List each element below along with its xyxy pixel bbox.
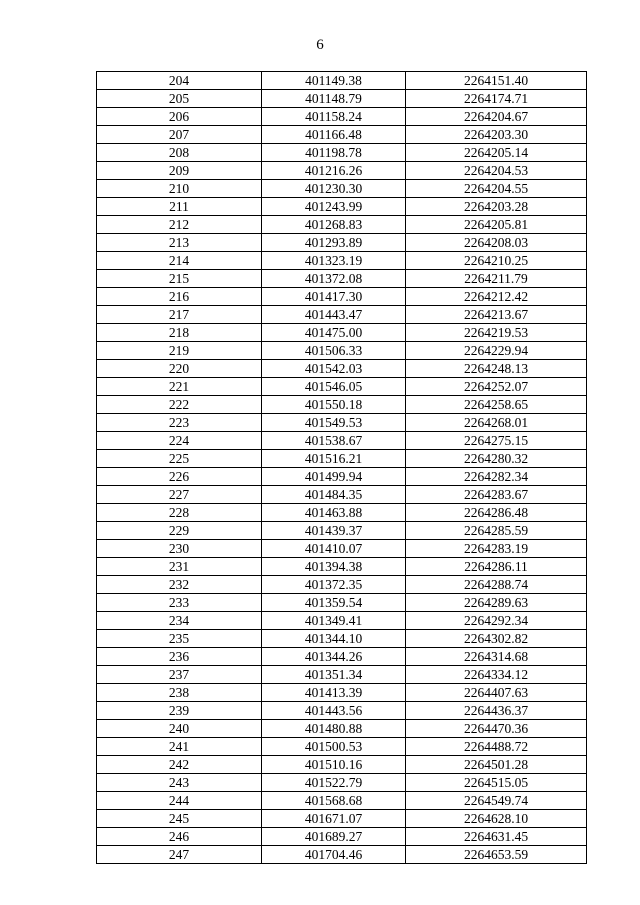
x-coordinate-cell: 401568.68 <box>262 792 406 810</box>
point-number-cell: 236 <box>97 648 262 666</box>
point-number-cell: 223 <box>97 414 262 432</box>
x-coordinate-cell: 401268.83 <box>262 216 406 234</box>
y-coordinate-cell: 2264203.30 <box>406 126 587 144</box>
point-number-cell: 234 <box>97 612 262 630</box>
y-coordinate-cell: 2264258.65 <box>406 396 587 414</box>
table-row <box>97 234 587 252</box>
y-coordinate-cell: 2264203.28 <box>406 198 587 216</box>
y-coordinate-cell: 2264289.63 <box>406 594 587 612</box>
point-number-cell: 225 <box>97 450 262 468</box>
x-coordinate-cell: 401549.53 <box>262 414 406 432</box>
x-coordinate-cell: 401216.26 <box>262 162 406 180</box>
point-number-cell: 222 <box>97 396 262 414</box>
x-coordinate-cell: 401417.30 <box>262 288 406 306</box>
point-number-cell: 211 <box>97 198 262 216</box>
point-number-cell: 229 <box>97 522 262 540</box>
table-row <box>97 396 587 414</box>
x-coordinate-cell: 401671.07 <box>262 810 406 828</box>
y-coordinate-cell: 2264631.45 <box>406 828 587 846</box>
table-row <box>97 414 587 432</box>
x-coordinate-cell: 401372.35 <box>262 576 406 594</box>
x-coordinate-cell: 401230.30 <box>262 180 406 198</box>
table-row <box>97 666 587 684</box>
point-number-cell: 246 <box>97 828 262 846</box>
point-number-cell: 231 <box>97 558 262 576</box>
point-number-cell: 219 <box>97 342 262 360</box>
point-number-cell: 235 <box>97 630 262 648</box>
x-coordinate-cell: 401522.79 <box>262 774 406 792</box>
y-coordinate-cell: 2264488.72 <box>406 738 587 756</box>
y-coordinate-cell: 2264501.28 <box>406 756 587 774</box>
coordinates-table-body <box>97 72 587 864</box>
point-number-cell: 224 <box>97 432 262 450</box>
y-coordinate-cell: 2264286.11 <box>406 558 587 576</box>
x-coordinate-cell: 401344.26 <box>262 648 406 666</box>
point-number-cell: 245 <box>97 810 262 828</box>
table-row <box>97 756 587 774</box>
point-number-cell: 214 <box>97 252 262 270</box>
table-row <box>97 126 587 144</box>
point-number-cell: 226 <box>97 468 262 486</box>
point-number-cell: 232 <box>97 576 262 594</box>
table-row <box>97 558 587 576</box>
y-coordinate-cell: 2264208.03 <box>406 234 587 252</box>
x-coordinate-cell: 401394.38 <box>262 558 406 576</box>
x-coordinate-cell: 401293.89 <box>262 234 406 252</box>
x-coordinate-cell: 401413.39 <box>262 684 406 702</box>
table-row <box>97 792 587 810</box>
point-number-cell: 216 <box>97 288 262 306</box>
x-coordinate-cell: 401323.19 <box>262 252 406 270</box>
point-number-cell: 243 <box>97 774 262 792</box>
table-row <box>97 180 587 198</box>
x-coordinate-cell: 401500.53 <box>262 738 406 756</box>
point-number-cell: 247 <box>97 846 262 864</box>
y-coordinate-cell: 2264205.14 <box>406 144 587 162</box>
point-number-cell: 208 <box>97 144 262 162</box>
table-row <box>97 486 587 504</box>
x-coordinate-cell: 401351.34 <box>262 666 406 684</box>
y-coordinate-cell: 2264288.74 <box>406 576 587 594</box>
y-coordinate-cell: 2264219.53 <box>406 324 587 342</box>
y-coordinate-cell: 2264210.25 <box>406 252 587 270</box>
y-coordinate-cell: 2264151.40 <box>406 72 587 90</box>
table-row <box>97 342 587 360</box>
table-row <box>97 846 587 864</box>
x-coordinate-cell: 401349.41 <box>262 612 406 630</box>
table-row <box>97 108 587 126</box>
y-coordinate-cell: 2264286.48 <box>406 504 587 522</box>
point-number-cell: 244 <box>97 792 262 810</box>
table-row <box>97 378 587 396</box>
table-row <box>97 90 587 108</box>
x-coordinate-cell: 401550.18 <box>262 396 406 414</box>
x-coordinate-cell: 401443.47 <box>262 306 406 324</box>
point-number-cell: 209 <box>97 162 262 180</box>
table-row <box>97 216 587 234</box>
x-coordinate-cell: 401158.24 <box>262 108 406 126</box>
point-number-cell: 218 <box>97 324 262 342</box>
point-number-cell: 207 <box>97 126 262 144</box>
y-coordinate-cell: 2264283.67 <box>406 486 587 504</box>
x-coordinate-cell: 401506.33 <box>262 342 406 360</box>
y-coordinate-cell: 2264211.79 <box>406 270 587 288</box>
y-coordinate-cell: 2264285.59 <box>406 522 587 540</box>
x-coordinate-cell: 401542.03 <box>262 360 406 378</box>
point-number-cell: 241 <box>97 738 262 756</box>
y-coordinate-cell: 2264314.68 <box>406 648 587 666</box>
point-number-cell: 206 <box>97 108 262 126</box>
table-row <box>97 738 587 756</box>
table-row <box>97 810 587 828</box>
y-coordinate-cell: 2264292.34 <box>406 612 587 630</box>
y-coordinate-cell: 2264515.05 <box>406 774 587 792</box>
coordinates-table <box>96 71 587 864</box>
table-row <box>97 702 587 720</box>
y-coordinate-cell: 2264252.07 <box>406 378 587 396</box>
x-coordinate-cell: 401410.07 <box>262 540 406 558</box>
y-coordinate-cell: 2264334.12 <box>406 666 587 684</box>
point-number-cell: 237 <box>97 666 262 684</box>
x-coordinate-cell: 401484.35 <box>262 486 406 504</box>
point-number-cell: 240 <box>97 720 262 738</box>
y-coordinate-cell: 2264229.94 <box>406 342 587 360</box>
table-row <box>97 774 587 792</box>
table-row <box>97 522 587 540</box>
x-coordinate-cell: 401480.88 <box>262 720 406 738</box>
page-number: 6 <box>316 37 324 53</box>
y-coordinate-cell: 2264174.71 <box>406 90 587 108</box>
x-coordinate-cell: 401546.05 <box>262 378 406 396</box>
x-coordinate-cell: 401463.88 <box>262 504 406 522</box>
y-coordinate-cell: 2264407.63 <box>406 684 587 702</box>
y-coordinate-cell: 2264204.67 <box>406 108 587 126</box>
x-coordinate-cell: 401359.54 <box>262 594 406 612</box>
y-coordinate-cell: 2264204.53 <box>406 162 587 180</box>
x-coordinate-cell: 401372.08 <box>262 270 406 288</box>
table-row <box>97 288 587 306</box>
table-row <box>97 504 587 522</box>
point-number-cell: 220 <box>97 360 262 378</box>
x-coordinate-cell: 401439.37 <box>262 522 406 540</box>
y-coordinate-cell: 2264436.37 <box>406 702 587 720</box>
table-row <box>97 648 587 666</box>
point-number-cell: 213 <box>97 234 262 252</box>
y-coordinate-cell: 2264628.10 <box>406 810 587 828</box>
x-coordinate-cell: 401475.00 <box>262 324 406 342</box>
y-coordinate-cell: 2264205.81 <box>406 216 587 234</box>
point-number-cell: 204 <box>97 72 262 90</box>
y-coordinate-cell: 2264268.01 <box>406 414 587 432</box>
point-number-cell: 221 <box>97 378 262 396</box>
y-coordinate-cell: 2264302.82 <box>406 630 587 648</box>
table-row <box>97 540 587 558</box>
x-coordinate-cell: 401148.79 <box>262 90 406 108</box>
point-number-cell: 212 <box>97 216 262 234</box>
y-coordinate-cell: 2264275.15 <box>406 432 587 450</box>
table-row <box>97 270 587 288</box>
y-coordinate-cell: 2264212.42 <box>406 288 587 306</box>
y-coordinate-cell: 2264283.19 <box>406 540 587 558</box>
table-row <box>97 630 587 648</box>
point-number-cell: 238 <box>97 684 262 702</box>
table-row <box>97 720 587 738</box>
y-coordinate-cell: 2264653.59 <box>406 846 587 864</box>
point-number-cell: 233 <box>97 594 262 612</box>
point-number-cell: 239 <box>97 702 262 720</box>
x-coordinate-cell: 401510.16 <box>262 756 406 774</box>
y-coordinate-cell: 2264282.34 <box>406 468 587 486</box>
point-number-cell: 228 <box>97 504 262 522</box>
y-coordinate-cell: 2264549.74 <box>406 792 587 810</box>
x-coordinate-cell: 401149.38 <box>262 72 406 90</box>
point-number-cell: 205 <box>97 90 262 108</box>
table-row <box>97 432 587 450</box>
table-row <box>97 684 587 702</box>
table-row <box>97 594 587 612</box>
point-number-cell: 227 <box>97 486 262 504</box>
x-coordinate-cell: 401243.99 <box>262 198 406 216</box>
y-coordinate-cell: 2264204.55 <box>406 180 587 198</box>
table-row <box>97 324 587 342</box>
x-coordinate-cell: 401689.27 <box>262 828 406 846</box>
point-number-cell: 210 <box>97 180 262 198</box>
table-row <box>97 144 587 162</box>
table-row <box>97 828 587 846</box>
table-row <box>97 72 587 90</box>
x-coordinate-cell: 401443.56 <box>262 702 406 720</box>
x-coordinate-cell: 401516.21 <box>262 450 406 468</box>
table-row <box>97 468 587 486</box>
y-coordinate-cell: 2264470.36 <box>406 720 587 738</box>
point-number-cell: 230 <box>97 540 262 558</box>
point-number-cell: 217 <box>97 306 262 324</box>
x-coordinate-cell: 401538.67 <box>262 432 406 450</box>
point-number-cell: 215 <box>97 270 262 288</box>
table-row <box>97 306 587 324</box>
table-row <box>97 198 587 216</box>
table-row <box>97 360 587 378</box>
table-row <box>97 162 587 180</box>
x-coordinate-cell: 401198.78 <box>262 144 406 162</box>
y-coordinate-cell: 2264213.67 <box>406 306 587 324</box>
y-coordinate-cell: 2264248.13 <box>406 360 587 378</box>
table-row <box>97 576 587 594</box>
x-coordinate-cell: 401704.46 <box>262 846 406 864</box>
x-coordinate-cell: 401499.94 <box>262 468 406 486</box>
table-row <box>97 612 587 630</box>
x-coordinate-cell: 401166.48 <box>262 126 406 144</box>
y-coordinate-cell: 2264280.32 <box>406 450 587 468</box>
x-coordinate-cell: 401344.10 <box>262 630 406 648</box>
table-row <box>97 450 587 468</box>
point-number-cell: 242 <box>97 756 262 774</box>
table-row <box>97 252 587 270</box>
